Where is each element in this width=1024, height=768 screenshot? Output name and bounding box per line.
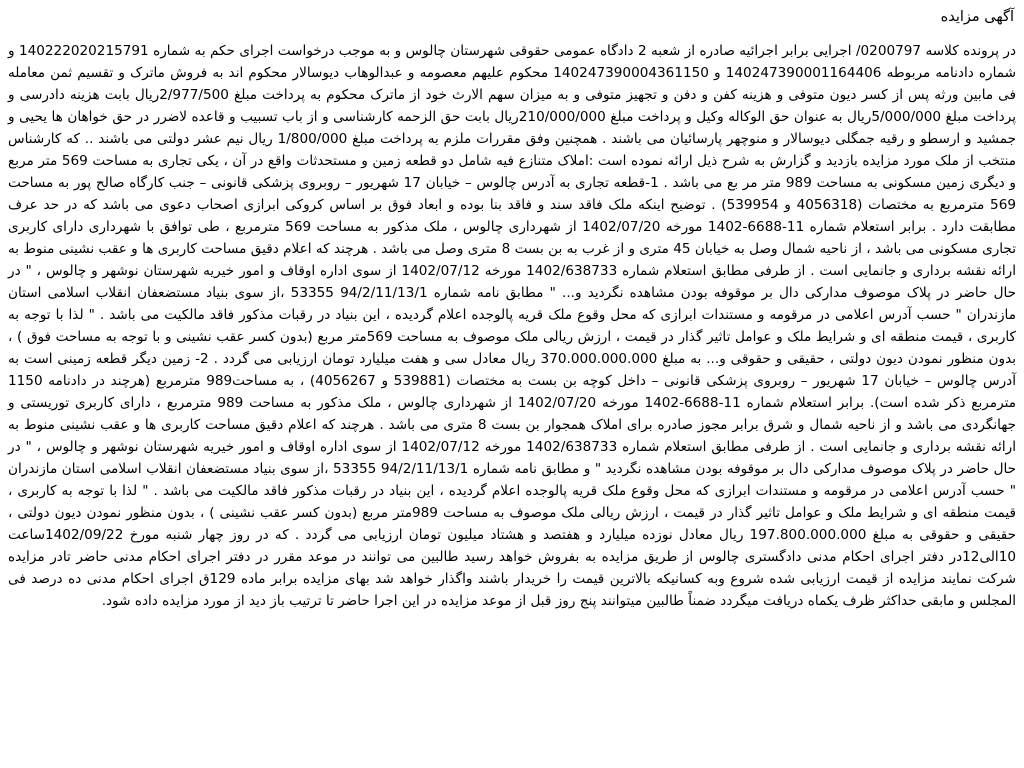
notice-body: در پرونده کلاسه 0200797/ اجرایی برابر اجرائیه صادره از شعبه 2 دادگاه عمومی حقوقی شهرستان چالوس و به موجب درخواست اجرای حکم به شماره 140222020215791 و شماره دادنامه مربوطه 140247390001164406 و 140247390004361150 محکوم علیهم معصومه و عبدالوهاب دیوسالار محکوم اند به فروش ماترک و تقسیم ثمن معامله فی مابین ورثه پس از کسر دیون متوفی و هزینه کفن و دفن و تجهیز متوفی و به میزان سهم الارث خود از ماترک محکوم به پرداخت مبلغ 2/977/500ریال بابت هزینه دادرسی و پرداخت مبلغ 5/000/000ریال به عنوان حق الوکاله وکیل و پرداخت مبلغ 210/000/000ریال بابت حق الزحمه کارشناسی و از باب تسبیب و قاعده لاضرر در حق خواهان ها یحیی و جمشید و ارسطو و رقیه جمگلی دیوسالار و منوچهر پارسائیان می باشند . همچنین وفق مقررات ملزم به پرداخت مبلغ 1/800/000 ریال نیم عشر دولتی می باشند .. که کارشناس منتخب از ملک مورد مزایده بازدید و گزارش به شرح ذیل ارائه نموده است :املاک متنازع فیه شامل دو قطعه زمین و مستحدثات واقع در آن ، یکی تجاری به مساحت 569 متر مربع و دیگری زمین مسکونی به مساحت 989 متر مر بع می باشد . 1-قطعه تجاری به آدرس چالوس – خیابان 17 شهریور – روبروی پزشکی قانونی – جنب کارگاه صالح پور به مساحت 569 مترمربع به مختصات (4056318 و 539954) . توضیح اینکه ملک فاقد سند و فاقد بنا بوده و ابعاد فوق بر اساس کروکی ابرازی اصحاب دعوی می باشد که در حد عرف مطابقت دارد . برابر استعلام شماره 11-6688-1402 مورخه 1402/07/20 از شهرداری چالوس ، ملک مذکور به مساحت 569 مترمربع ، طی توافق با شهرداری دارای کاربری تجاری مسکونی می باشد ، از ناحیه شمال وصل به خیابان 45 متری و از غرب به بن بست 8 متری وصل می باشد . هرچند که اعلام دقیق مساحت کاربری ها و عقب نشینی منوط به ارائه نقشه برداری و جانمایی است . از طرفی مطابق استعلام شماره 1402/638733 مورخه 1402/07/12 از سوی اداره اوقاف و امور خیریه شهرستان نوشهر و چالوس ، " در حال حاضر در پلاک موصوف مدارکی دال بر موقوفه بودن مشاهده نگردید و... " مطابق نامه شماره 94/2/11/13/1 53355 ،از سوی بنیاد مستضعفان انقلاب اسلامی استان مازندران " حسب آدرس اعلامی در مرقومه و مستندات ابرازی که محل وقوع ملک قریه پالوجده اعلام گردیده ، این بنیاد در رقبات مذکور فاقد مالکیت می باشد . " لذا با توجه به کاربری ، قیمت منطقه ای و شرایط ملک و عوامل تاثیر گذار در قیمت ، ارزش ریالی ملک موصوف به مساحت 569متر مربع (بدون کسر عقب نشینی و با توجه به مساحت فوق ) ، بدون منظور نمودن دیون دولتی ، حقیقی و حقوقی و... به مبلغ 370.000.000.000 ریال معادل سی و هفت میلیارد تومان ارزیابی می گردد . 2- زمین دیگر قطعه زمینی است به آدرس چالوس – خیابان 17 شهریور – روبروی پزشکی قانونی – داخل کوچه بن بست به مختصات (539881 و 4056267) ، به مساحت989 مترمربع (هرچند در دادنامه 1150 مترمربع ذکر شده است). برابر استعلام شماره 11-6688-1402 مورخه 1402/07/20 از شهرداری چالوس ، ملک مذکور به مساحت 989 مترمربع ، دارای کاربری توریستی و جهانگردی می باشد و از ناحیه شمال و شرق برابر مجوز صادره برای املاک همجوار بن بست 8 متری می باشد . هرچند که اعلام دقیق مساحت کاربری ها و عقب نشینی منوط به ارائه نقشه برداری و جانمایی است . از طرفی مطابق استعلام شماره 1402/638733 مورخه 1402/07/12 از سوی اداره اوقاف و امور خیریه شهرستان نوشهر و چالوس ، " در حال حاضر در پلاک موصوف مدارکی دال بر موقوفه بودن مشاهده نگردید " و مطابق نامه شماره 94/2/11/13/1 53355 ،از سوی بنیاد مستضعفان انقلاب اسلامی استان مازندران " حسب آدرس اعلامی در مرقومه و مستندات ابرازی که محل وقوع ملک قریه پالوجده اعلام گردیده ، این بنیاد در رقبات مذکور فاقد مالکیت می باشد . " لذا با توجه به کاربری ، قیمت منطقه ای و شرایط ملک و عوامل تاثیر گذار در قیمت ، ارزش ریالی ملک موصوف به مساحت 989متر مربع (بدون کسر عقب نشینی ) ، بدون منظور نمودن دیون دولتی ، حقیقی و حقوقی به مبلغ 197.800.000.000 ریال معادل نوزده میلیارد و هفتصد و هشتاد میلیون تومان ارزیابی می گردد . که در روز چهار شنبه مورخ 1402/09/22ساعت 10الی12در دفتر اجرای احکام مدنی دادگستری چالوس از طریق مزایده به بفروش خواهد رسید طالبین می توانند در موعد مقرر در دفتر اجرای احکام مدنی حاضر تادر مزایده شرکت نمایند مزایده از قیمت ارزیابی شده شروع وبه کسانیکه بالاترین قیمت را خریدار باشند واگذار خواهد شد بهای مزایده برابر ماده 129ق اجرای احکام مدنی ده درصد فی المجلس و مابقی حداکثر ظرف یکماه دریافت میگردد ضمناً طالبین میتوانند پنج روز قبل از موعد مزایده در این اجرا حاضر تا ترتیب باز دید از مورد مزایده داده شود. [8,43,1017,609]
notice-title: آگهی مزایده [940,9,1014,25]
